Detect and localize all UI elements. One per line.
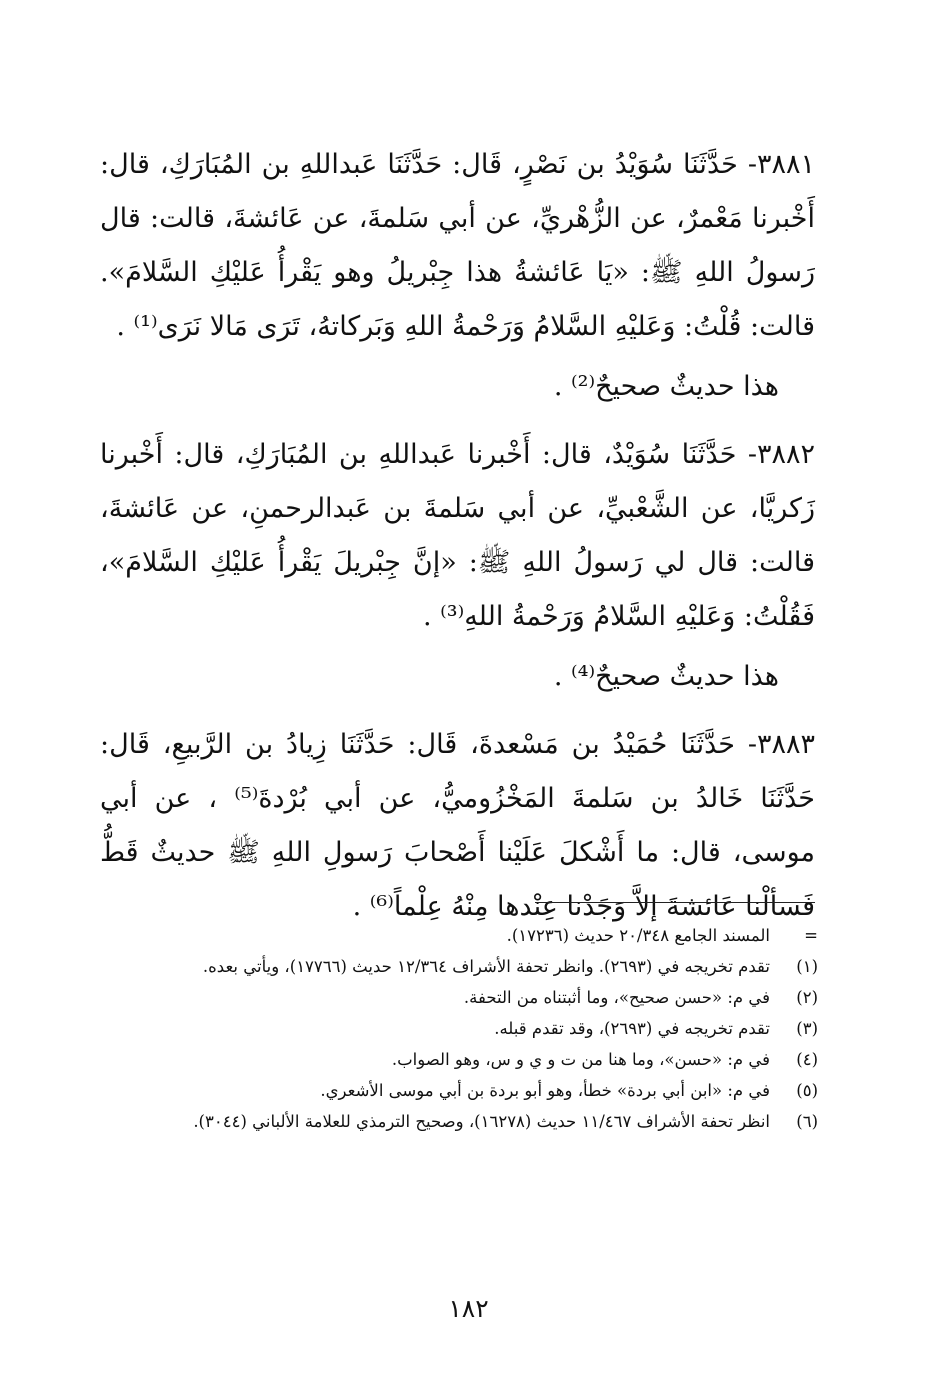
footnote-1 — [100, 951, 818, 982]
footnote-3 — [100, 1013, 818, 1044]
footnote-text: تقدم تخريجه في (٢٦٩٣). وانظر تحفة الأشراف ١٢/٣٦٤ حديث (١٧٧٦٦)، ويأتي بعده. — [202, 957, 770, 976]
hadith-verdict: هذا حديثٌ صحيحٌ⁽²⁾ . — [553, 371, 779, 402]
footnote-text: في م: «ابن أبي بردة» خطأ، وهو أبو بردة بن أبي موسى الأشعري. — [320, 1081, 770, 1100]
hadith-text: ٣٨٨١- حَدَّثَنَا سُوَيْدُ بن نَصْرٍ، قَال: حَدَّثَنَا عَبداللهِ بن المُبَارَكِ، قال: أَخْبرنا مَعْمرٌ، عن الزُّهْريِّ، عن أبي سَلمةَ، عن عَائشةَ، قالت: قال رَسولُ اللهِ ﷺ: «يَا عَائشةُ هذا جِبْريلُ وهو يَقْرأُ عَليْكِ السَّلامَ». قالت: قُلْتُ: وَعَليْهِ السَّلامُ وَرَحْمةُ اللهِ وَبَركاتهُ، تَرَى مَالا نَرَى⁽¹⁾ . — [100, 149, 815, 342]
hadith-text: ٣٨٨٣- حَدَّثَنَا حُمَيْدُ بن مَسْعدةَ، قَال: حَدَّثَنَا زِيادُ بن الرَّبيعِ، قَال: حَدَّثَنَا خَالدُ بن سَلمةَ المَخْزُوميُّ، عن أبي بُرْدةَ⁽⁵⁾ ، عن أبي موسى، قال: ما أَشْكلَ عَلَيْنا أَصْحابَ رَسولِ اللهِ ﷺ حديثٌ قَطُّ فَسألْنا عَائشةَ إلاَّ وَجَدْنا عِنْدها مِنْهُ عِلْماً⁽⁶⁾ . — [100, 729, 816, 922]
hadith-3882 — [100, 428, 815, 704]
footnote-marker: (٤) — [796, 1050, 818, 1069]
page-number: ١٨٢ — [448, 1294, 489, 1323]
footnote-6 — [100, 1106, 818, 1137]
footnote-text: تقدم تخريجه في (٢٦٩٣)، وقد تقدم قبله. — [494, 1019, 770, 1038]
footnote-text: المسند الجامع ٢٠/٣٤٨ حديث (١٧٢٣٦). — [506, 926, 770, 945]
footnote-marker: = — [804, 926, 818, 945]
footnote-continuation — [100, 920, 818, 951]
footnotes — [100, 920, 818, 1137]
hadith-text: ٣٨٨٢- حَدَّثَنَا سُوَيْدٌ، قال: أَخْبرنا عَبداللهِ بن المُبَارَكِ، قال: أَخْبرنا زَكريَّا، عن الشَّعْبيِّ، عن أبي سَلمةَ بن عَبدالرحمنِ، عن عَائشةَ، قالت: قال لي رَسولُ اللهِ ﷺ: «إنَّ جِبْريلَ يَقْرأُ عَليْكِ السَّلامَ»، فَقُلْتُ: وَعَليْهِ السَّلامُ وَرَحْمةُ اللهِ⁽³⁾ . — [100, 439, 815, 632]
footnote-text: في م: «حسن»، وما هنا من ت و ي و س، وهو الصواب. — [391, 1050, 770, 1069]
main-text — [100, 138, 815, 934]
footnote-marker: (٣) — [796, 1019, 818, 1038]
footnote-4 — [100, 1044, 818, 1075]
footnote-5 — [100, 1075, 818, 1106]
footnote-marker: (١) — [796, 957, 818, 976]
footnote-text: انظر تحفة الأشراف ١١/٤٦٧ حديث (١٦٢٧٨)، وصحيح الترمذي للعلامة الألباني (٣٠٤٤). — [193, 1112, 770, 1131]
footnote-divider — [535, 902, 815, 903]
hadith-verdict: هذا حديثٌ صحيحٌ⁽⁴⁾ . — [553, 661, 779, 692]
footnote-2 — [100, 982, 818, 1013]
hadith-3881 — [100, 138, 815, 414]
footnote-text: في م: «حسن صحيح»، وما أثبتناه من التحفة. — [463, 988, 770, 1007]
footnote-marker: (٦) — [796, 1112, 818, 1131]
footnote-marker: (٢) — [796, 988, 818, 1007]
footnote-marker: (٥) — [796, 1081, 818, 1100]
